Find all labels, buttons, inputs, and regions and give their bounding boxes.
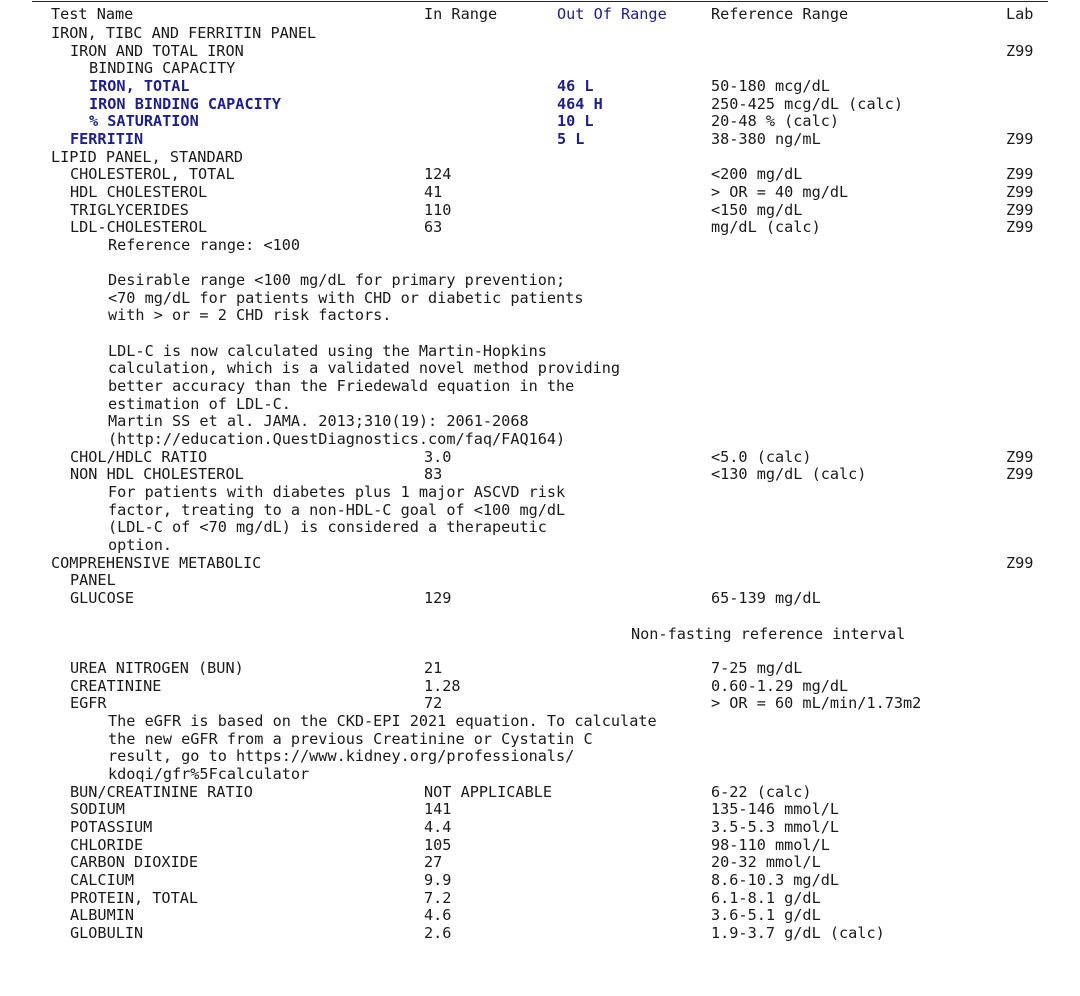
table-row xyxy=(0,590,1080,608)
row-in-range: 105 xyxy=(424,836,452,854)
nonhdl-note-line: For patients with diabetes plus 1 major ASCVD risk xyxy=(108,483,566,501)
row-name: IRON AND TOTAL IRON xyxy=(70,42,244,60)
row-in-range: 4.4 xyxy=(424,818,452,836)
row-name: GLOBULIN xyxy=(70,924,144,942)
row-name: FERRITIN xyxy=(70,130,144,148)
table-row xyxy=(0,184,1080,202)
row-name: % SATURATION xyxy=(89,112,199,130)
header-test-name: Test Name xyxy=(51,5,134,23)
row-in-range: 3.0 xyxy=(424,448,452,466)
row-name: IRON, TOTAL xyxy=(89,77,190,95)
nonhdl-note-line: factor, treating to a non-HDL-C goal of <100 mg/dL xyxy=(108,501,566,519)
ldl-note-line: Desirable range <100 mg/dL for primary prevention; xyxy=(108,271,566,289)
row-name: CHOL/HDLC RATIO xyxy=(70,448,208,466)
row-lab: Z99 xyxy=(1006,42,1034,60)
row-in-range: 1.28 xyxy=(424,677,461,695)
table-row xyxy=(0,60,1080,78)
row-name: CALCIUM xyxy=(70,871,135,889)
row-in-range: NOT APPLICABLE xyxy=(424,783,553,801)
row-ref: > OR = 40 mg/dL xyxy=(711,183,849,201)
ldl-note-line: better accuracy than the Friedewald equation in the xyxy=(108,377,575,395)
row-ref: 3.6-5.1 g/dL xyxy=(711,906,821,924)
ldl-note-line: calculation, which is a validated novel method providing xyxy=(108,359,621,377)
row-ref: mg/dL (calc) xyxy=(711,218,821,236)
nonhdl-note-line: option. xyxy=(108,536,173,554)
panel-header-cmp xyxy=(0,555,1080,573)
row-ref: 20-32 mmol/L xyxy=(711,853,821,871)
ldl-note-line: Martin SS et al. JAMA. 2013;310(19): 2061-2068 xyxy=(108,412,529,430)
row-name: NON HDL CHOLESTEROL xyxy=(70,465,244,483)
table-row xyxy=(0,854,1080,872)
row-ref: <150 mg/dL xyxy=(711,201,803,219)
egfr-note-line: kdoqi/gfr%5Fcalculator xyxy=(108,765,310,783)
row-in-range: 9.9 xyxy=(424,871,452,889)
row-name: PANEL xyxy=(70,571,116,589)
table-row xyxy=(0,801,1080,819)
row-name: BUN/CREATININE RATIO xyxy=(70,783,253,801)
table-row-flagged xyxy=(0,78,1080,96)
row-lab: Z99 xyxy=(1006,218,1034,236)
row-out-of-range: 464 H xyxy=(557,95,603,113)
row-ref: 0.60-1.29 mg/dL xyxy=(711,677,849,695)
table-row xyxy=(0,872,1080,890)
row-in-range: 129 xyxy=(424,589,452,607)
row-ref: 7-25 mg/dL xyxy=(711,659,803,677)
egfr-note-line: result, go to https://www.kidney.org/professionals/ xyxy=(108,747,575,765)
row-in-range: 27 xyxy=(424,853,443,871)
panel-header-lipid xyxy=(0,149,1080,167)
row-ref: <200 mg/dL xyxy=(711,165,803,183)
row-lab: Z99 xyxy=(1006,465,1034,483)
row-name: LDL-CHOLESTEROL xyxy=(70,218,208,236)
row-ref: 38-380 ng/mL xyxy=(711,130,821,148)
row-lab: Z99 xyxy=(1006,554,1034,572)
top-rule xyxy=(32,1,1048,2)
row-name: ALBUMIN xyxy=(70,906,135,924)
header-out-of-range: Out Of Range xyxy=(557,5,667,23)
table-header xyxy=(0,6,1080,24)
row-name: TRIGLYCERIDES xyxy=(70,201,189,219)
table-row xyxy=(0,660,1080,678)
row-ref: <5.0 (calc) xyxy=(711,448,812,466)
row-out-of-range: 5 L xyxy=(557,130,585,148)
table-row xyxy=(0,678,1080,696)
header-lab: Lab xyxy=(1006,5,1034,23)
table-row-flagged xyxy=(0,96,1080,114)
table-row-flagged xyxy=(0,113,1080,131)
row-lab: Z99 xyxy=(1006,448,1034,466)
table-row xyxy=(0,449,1080,467)
nonhdl-note-line: (LDL-C of <70 mg/dL) is considered a therapeutic xyxy=(108,518,547,536)
ldl-note-line: (http://education.QuestDiagnostics.com/faq/FAQ164) xyxy=(108,430,566,448)
table-row xyxy=(0,202,1080,220)
row-lab: Z99 xyxy=(1006,201,1034,219)
row-lab: Z99 xyxy=(1006,130,1034,148)
row-ref: 6.1-8.1 g/dL xyxy=(711,889,821,907)
row-ref: <130 mg/dL (calc) xyxy=(711,465,867,483)
row-lab: Z99 xyxy=(1006,183,1034,201)
ldl-note-line: LDL-C is now calculated using the Martin-Hopkins xyxy=(108,342,547,360)
glucose-note: Non-fasting reference interval xyxy=(631,625,906,643)
row-ref: 135-146 mmol/L xyxy=(711,800,840,818)
row-in-range: 83 xyxy=(424,465,443,483)
row-name: SODIUM xyxy=(70,800,125,818)
row-ref: 20-48 % (calc) xyxy=(711,112,840,130)
row-ref: 65-139 mg/dL xyxy=(711,589,821,607)
panel-header-cmp-cont xyxy=(0,572,1080,590)
header-in-range: In Range xyxy=(424,5,498,23)
egfr-note-line: the new eGFR from a previous Creatinine or Cystatin C xyxy=(108,730,593,748)
row-name: UREA NITROGEN (BUN) xyxy=(70,659,244,677)
ldl-note-line: Reference range: <100 xyxy=(108,236,301,254)
row-in-range: 110 xyxy=(424,201,452,219)
table-row xyxy=(0,784,1080,802)
row-lab: Z99 xyxy=(1006,165,1034,183)
row-in-range: 63 xyxy=(424,218,443,236)
table-row xyxy=(0,219,1080,237)
ldl-note-line: estimation of LDL-C. xyxy=(108,395,291,413)
row-in-range: 4.6 xyxy=(424,906,452,924)
header-reference-range: Reference Range xyxy=(711,5,849,23)
table-row xyxy=(0,907,1080,925)
row-ref: 6-22 (calc) xyxy=(711,783,812,801)
table-row xyxy=(0,166,1080,184)
row-name: HDL CHOLESTEROL xyxy=(70,183,208,201)
table-row xyxy=(0,466,1080,484)
table-row xyxy=(0,819,1080,837)
row-ref: 3.5-5.3 mmol/L xyxy=(711,818,840,836)
table-row xyxy=(0,890,1080,908)
row-name: IRON, TIBC AND FERRITIN PANEL xyxy=(51,24,317,42)
row-name: CHOLESTEROL, TOTAL xyxy=(70,165,235,183)
row-ref: 8.6-10.3 mg/dL xyxy=(711,871,840,889)
table-row xyxy=(0,43,1080,61)
row-name: GLUCOSE xyxy=(70,589,135,607)
table-row-flagged xyxy=(0,131,1080,149)
row-name: LIPID PANEL, STANDARD xyxy=(51,148,244,166)
row-name: PROTEIN, TOTAL xyxy=(70,889,199,907)
row-in-range: 41 xyxy=(424,183,443,201)
egfr-note-line: The eGFR is based on the CKD-EPI 2021 equation. To calculate xyxy=(108,712,657,730)
row-in-range: 7.2 xyxy=(424,889,452,907)
row-ref: 50-180 mcg/dL xyxy=(711,77,830,95)
row-ref: > OR = 60 mL/min/1.73m2 xyxy=(711,694,922,712)
row-name: CREATININE xyxy=(70,677,162,695)
ldl-note-line: <70 mg/dL for patients with CHD or diabetic patients xyxy=(108,289,584,307)
panel-header-iron xyxy=(0,25,1080,43)
row-in-range: 21 xyxy=(424,659,443,677)
row-name: CARBON DIOXIDE xyxy=(70,853,199,871)
row-out-of-range: 46 L xyxy=(557,77,594,95)
row-name: BINDING CAPACITY xyxy=(89,59,236,77)
row-name: POTASSIUM xyxy=(70,818,153,836)
row-out-of-range: 10 L xyxy=(557,112,594,130)
table-row xyxy=(0,695,1080,713)
row-name: CHLORIDE xyxy=(70,836,144,854)
table-row xyxy=(0,925,1080,943)
row-name: EGFR xyxy=(70,694,107,712)
row-in-range: 72 xyxy=(424,694,443,712)
row-ref: 98-110 mmol/L xyxy=(711,836,830,854)
row-ref: 1.9-3.7 g/dL (calc) xyxy=(711,924,885,942)
row-in-range: 124 xyxy=(424,165,452,183)
row-in-range: 2.6 xyxy=(424,924,452,942)
table-row xyxy=(0,837,1080,855)
row-name: COMPREHENSIVE METABOLIC xyxy=(51,554,262,572)
row-in-range: 141 xyxy=(424,800,452,818)
ldl-note-line: with > or = 2 CHD risk factors. xyxy=(108,306,392,324)
row-name: IRON BINDING CAPACITY xyxy=(89,95,282,113)
row-ref: 250-425 mcg/dL (calc) xyxy=(711,95,904,113)
